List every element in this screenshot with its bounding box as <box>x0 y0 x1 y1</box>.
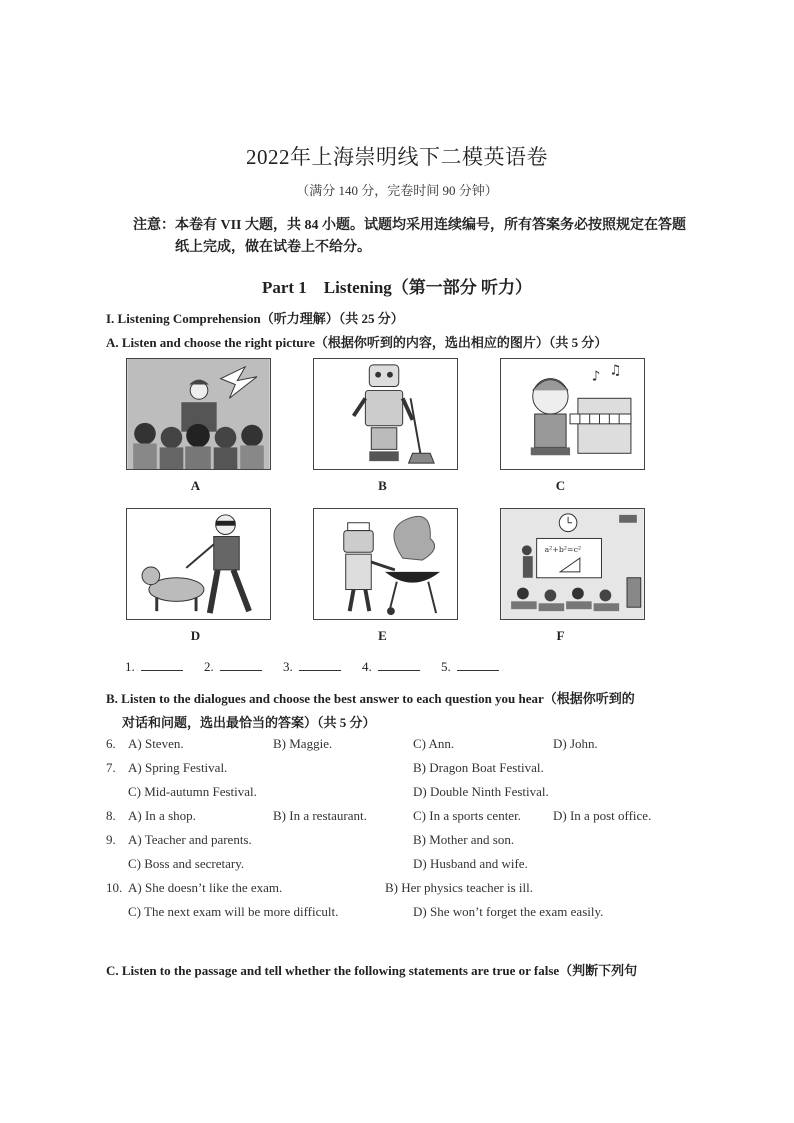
option-c: C) In a sports center. <box>413 808 521 823</box>
option-d: D) John. <box>553 736 598 751</box>
option-a: A) Teacher and parents. <box>128 832 252 847</box>
option-c: C) Boss and secretary. <box>128 856 245 871</box>
question-number: 6. <box>106 736 116 751</box>
blank-number: 3. <box>283 659 293 674</box>
answer-blank-5[interactable] <box>457 658 499 671</box>
picture-f <box>500 508 645 620</box>
picture-label-d: D <box>190 628 201 643</box>
section-B-line-1: B. Listen to the dialogues and choose the best answer to each question you hear（根据你听到的 <box>106 691 635 706</box>
option-a: A) She doesn’t like the exam. <box>128 880 283 895</box>
blank-number: 4. <box>362 659 372 674</box>
option-a: A) Spring Festival. <box>128 760 228 775</box>
option-a: A) Steven. <box>128 736 184 751</box>
picture-label-f: F <box>556 628 565 643</box>
svg-text:♪: ♪ <box>591 368 601 385</box>
option-d: D) She won’t forget the exam easily. <box>413 904 604 919</box>
picture-label-b: B <box>378 478 387 493</box>
blank-number: 5. <box>441 659 451 674</box>
section-B-line-2: 对话和问题，选出最恰当的答案）（共 5 分） <box>122 715 376 730</box>
picture-d <box>126 508 271 620</box>
part1-title: Part 1 Listening（第一部分 听力） <box>261 278 533 297</box>
question-number: 10. <box>106 880 123 895</box>
picture-c <box>500 358 645 470</box>
answer-blank-3[interactable] <box>299 658 341 671</box>
exam-title: 2022年上海崇明线下二模英语卷 <box>246 145 548 169</box>
teacher-class-icon <box>127 359 270 469</box>
question-number: 7. <box>106 760 116 775</box>
blind-man-dog-icon <box>127 509 270 619</box>
option-d: D) Husband and wife. <box>413 856 528 871</box>
picture-e <box>313 508 458 620</box>
option-b: B) Maggie. <box>273 736 333 751</box>
option-b: B) In a restaurant. <box>273 808 367 823</box>
option-c: C) Mid-autumn Festival. <box>128 784 257 799</box>
notice <box>133 215 703 259</box>
picture-b <box>313 358 458 470</box>
option-c: C) The next exam will be more difficult. <box>128 904 339 919</box>
robot-barbecue-icon <box>314 509 457 619</box>
blank-number: 2. <box>204 659 214 674</box>
section-A-heading: A. Listen and choose the right picture（根据你听到的内容，选出相应的图片）（共 5 分） <box>106 335 608 350</box>
option-d: D) Double Ninth Festival. <box>413 784 549 799</box>
option-a: A) In a shop. <box>128 808 196 823</box>
section-B-heading <box>106 687 706 735</box>
boy-piano-icon <box>501 359 644 469</box>
blank-number: 1. <box>125 659 135 674</box>
question-number: 9. <box>106 832 116 847</box>
option-d: D) In a post office. <box>553 808 652 823</box>
answer-blank-2[interactable] <box>220 658 262 671</box>
question-number: 8. <box>106 808 116 823</box>
notice-line-2: 纸上完成，做在试卷上不给分。 <box>175 240 371 255</box>
svg-text:a²+b²=c²: a²+b²=c² <box>544 545 582 555</box>
answer-blank-1[interactable] <box>141 658 183 671</box>
picture-label-e: E <box>378 628 387 643</box>
svg-text:♫: ♫ <box>609 362 622 379</box>
option-b: B) Dragon Boat Festival. <box>413 760 544 775</box>
picture-a <box>126 358 271 470</box>
picture-label-a: A <box>190 478 201 493</box>
option-c: C) Ann. <box>413 736 455 751</box>
notice-line-1: 注意：本卷有 VII 大题，共 84 小题。试题均采用连续编号，所有答案务必按照规定在答题 <box>133 218 687 233</box>
option-b: B) Her physics teacher is ill. <box>385 880 534 895</box>
section-C-heading: C. Listen to the passage and tell whether the following statements are true or false（判断下列句 <box>106 963 638 978</box>
exam-subtitle: （满分 140 分，完卷时间 90 分钟） <box>296 183 498 198</box>
option-b: B) Mother and son. <box>413 832 515 847</box>
answer-blank-4[interactable] <box>378 658 420 671</box>
robot-sweeping-icon <box>314 359 457 469</box>
classroom-lecture-icon <box>501 509 644 619</box>
section-I-heading: I. Listening Comprehension（听力理解）（共 25 分） <box>106 311 404 326</box>
answer-blanks <box>125 658 517 675</box>
picture-label-c: C <box>555 478 566 493</box>
